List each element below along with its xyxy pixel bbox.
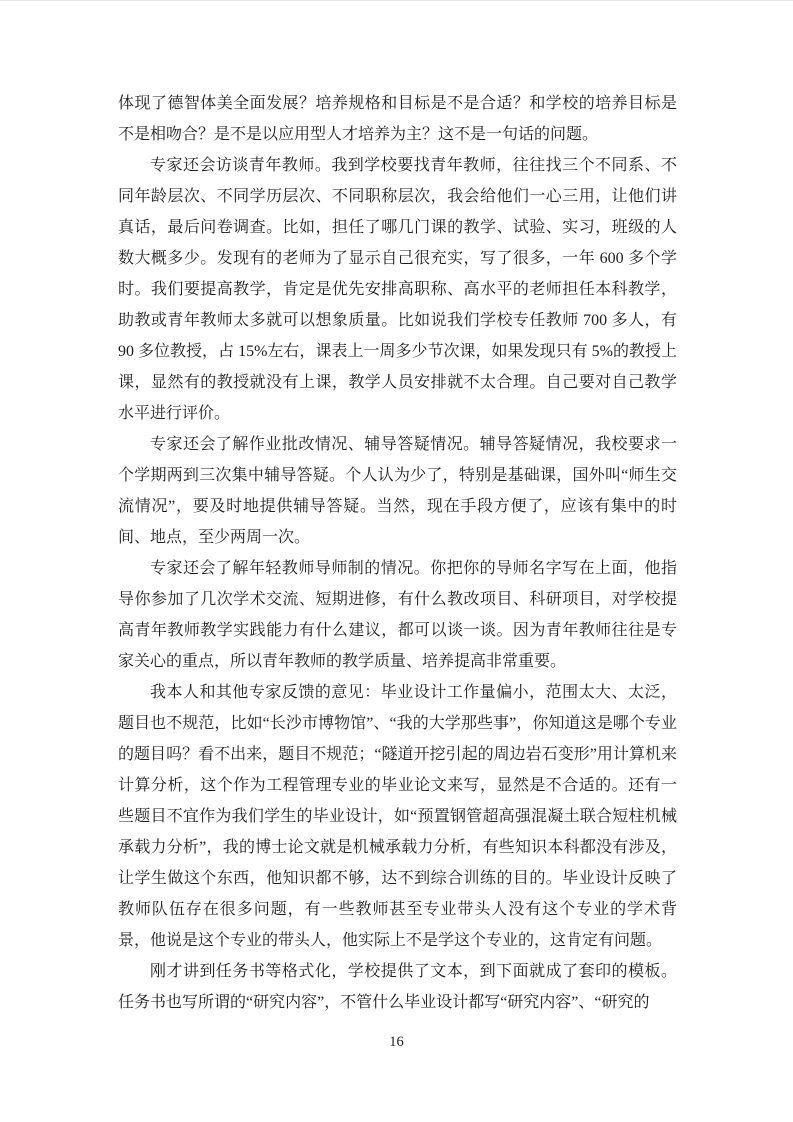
paragraph: 专家还会了解作业批改情况、辅导答疑情况。辅导答疑情况，我校要求一个学期两到三次集中辅导答疑。个人认为少了，特别是基础课，国外叫“师生交流情况”，要及时地提供辅导答疑。当然，现在手段方便了，应该有集中的时间、地点，至少两周一次。 bbox=[118, 436, 677, 546]
page-body-text bbox=[118, 88, 677, 1018]
paragraph: 我本人和其他专家反馈的意见：毕业设计工作量偏小，范围太大、太泛，题目也不规范，比如“长沙市博物馆”、“我的大学那些事”，你知道这是哪个专业的题目吗？看不出来，题目不规范；“隧道开挖引起的周边岩石变形”用计算机来计算分析，这个作为工程管理专业的毕业论文来写，显然是不合适的。还有一些题目不宜作为我们学生的毕业设计，如“预置钢管超高强混凝土联合短柱机械承载力分析”，我的博士论文就是机械承载力分析，有些知识本科都没有涉及，让学生做这个东西，他知识都不够，达不到综合训练的目的。毕业设计反映了教师队伍存在很多问题，有一些教师甚至专业带头人没有这个专业的学术背景，他说是这个专业的带头人，他实际上不是学这个专业的，这肯定有问题。 bbox=[118, 684, 677, 949]
paragraph: 刚才讲到任务书等格式化，学校提供了文本，到下面就成了套印的模板。任务书也写所谓的“研究内容”，不管什么毕业设计都写“研究内容”、“研究的 bbox=[118, 963, 677, 1011]
page-top-edge bbox=[0, 0, 793, 1]
paragraph: 体现了德智体美全面发展？培养规格和目标是不是合适？和学校的培养目标是不是相吻合？是不是以应用型人才培养为主？这不是一句话的问题。 bbox=[118, 95, 677, 143]
paragraph: 专家还会访谈青年教师。我到学校要找青年教师，往往找三个不同系、不同年龄层次、不同学历层次、不同职称层次，我会给他们一心三用，让他们讲真话，最后问卷调查。比如，担任了哪几门课的教学、试验、实习，班级的人数大概多少。发现有的老师为了显示自己很充实，写了很多，一年 600 多个学时。我们要提高教学，肯定是优先安排高职称、高水平的老师担任本科教学，助教或青年教师太多就可以想象质量。比如说我们学校专任教师 700 多人，有 90 多位教授，占 15%左右，课表上一周多少节次课，如果发现只有 5%的教授上课，显然有的教授就没有上课，教学人员安排就不太合理。自己要对自己教学水平进行评价。 bbox=[118, 157, 677, 422]
page-number: 16 bbox=[389, 1034, 404, 1050]
paragraph: 专家还会了解年轻教师导师制的情况。你把你的导师名字写在上面，他指导你参加了几次学术交流、短期进修，有什么教改项目、科研项目，对学校提高青年教师教学实践能力有什么建议，都可以谈一谈。因为青年教师往往是专家关心的重点，所以青年教师的教学质量、培养提高非常重要。 bbox=[118, 560, 677, 670]
